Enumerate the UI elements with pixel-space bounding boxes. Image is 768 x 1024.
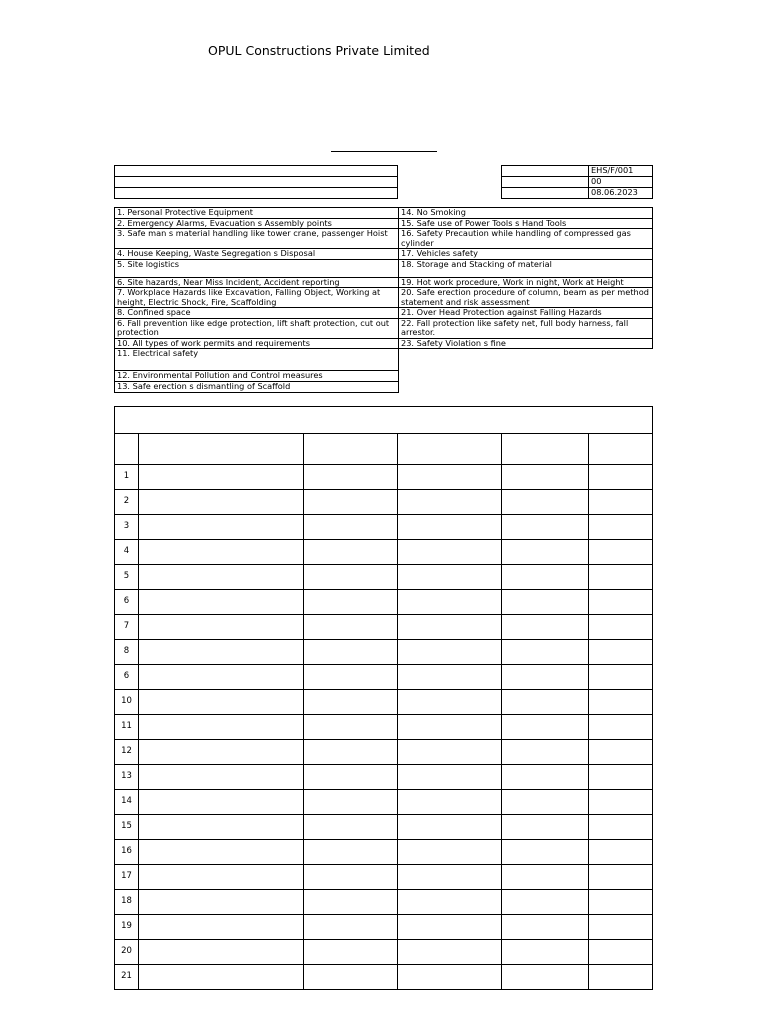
- attendance-cell: [589, 490, 653, 515]
- topic-item: 6. Fall prevention like edge protection, lift shaft protection, cut out protection: [115, 318, 399, 338]
- attendance-cell: [502, 690, 589, 715]
- topic-item: 16. Safety Precaution while handling of compressed gas cylinder: [399, 229, 653, 249]
- attendance-cell: [139, 790, 304, 815]
- attendance-cell: [398, 665, 502, 690]
- attendance-cell: [502, 665, 589, 690]
- attendance-cell: [139, 765, 304, 790]
- attendance-cell: [398, 465, 502, 490]
- topic-item: 10. All types of work permits and requirements: [115, 338, 399, 349]
- column-header-cell: [115, 434, 139, 465]
- attendance-cell: [139, 665, 304, 690]
- attendance-cell: [502, 915, 589, 940]
- attendance-cell: [502, 865, 589, 890]
- attendance-cell: [398, 640, 502, 665]
- topic-item: 6. Site hazards, Near Miss Incident, Accident reporting: [115, 277, 399, 288]
- attendance-cell: [398, 740, 502, 765]
- row-number: 6: [115, 665, 139, 690]
- topic-item: 4. House Keeping, Waste Segregation s Disposal: [115, 249, 399, 260]
- attendance-cell: [589, 515, 653, 540]
- attendance-cell: [398, 540, 502, 565]
- attendance-cell: [304, 515, 398, 540]
- header-info-cell: [115, 188, 398, 199]
- attendance-cell: [589, 815, 653, 840]
- attendance-row: [115, 915, 653, 940]
- attendance-cell: [398, 940, 502, 965]
- attendance-cell: [502, 465, 589, 490]
- attendance-row: [115, 515, 653, 540]
- topic-item: 8. Confined space: [115, 308, 399, 319]
- column-header-cell: [502, 434, 589, 465]
- attendance-cell: [398, 490, 502, 515]
- attendance-cell: [304, 890, 398, 915]
- attendance-cell: [502, 490, 589, 515]
- attendance-cell: [304, 540, 398, 565]
- row-number: 1: [115, 465, 139, 490]
- column-header-cell: [398, 434, 502, 465]
- attendance-cell: [139, 715, 304, 740]
- attendance-cell: [304, 565, 398, 590]
- attendance-cell: [398, 515, 502, 540]
- attendance-cell: [304, 740, 398, 765]
- attendance-row: [115, 890, 653, 915]
- topic-item: 2. Emergency Alarms, Evacuation s Assembly points: [115, 218, 399, 229]
- topic-item: 18. Storage and Stacking of material: [399, 259, 653, 277]
- attendance-cell: [398, 965, 502, 990]
- attendance-cell: [139, 690, 304, 715]
- topic-item: 7. Workplace Hazards like Excavation, Falling Object, Working at height, Electric Shock, Fire, Scaffolding: [115, 288, 399, 308]
- attendance-cell: [139, 815, 304, 840]
- attendance-cell: [502, 590, 589, 615]
- column-header-cell: [139, 434, 304, 465]
- attendance-cell: [304, 640, 398, 665]
- attendance-cell: [398, 615, 502, 640]
- topic-item: 15. Safe use of Power Tools s Hand Tools: [399, 218, 653, 229]
- attendance-row: [115, 490, 653, 515]
- attendance-cell: [502, 890, 589, 915]
- attendance-cell: [304, 965, 398, 990]
- doc-control-label: [502, 166, 589, 177]
- attendance-cell: [304, 865, 398, 890]
- attendance-cell: [139, 965, 304, 990]
- attendance-row: [115, 715, 653, 740]
- attendance-cell: [398, 840, 502, 865]
- attendance-cell: [398, 865, 502, 890]
- attendance-cell: [502, 515, 589, 540]
- attendance-cell: [589, 740, 653, 765]
- attendance-row: [115, 940, 653, 965]
- attendance-row: [115, 790, 653, 815]
- doc-revision: 00: [589, 177, 653, 188]
- attendance-row: [115, 615, 653, 640]
- attendance-cell: [139, 590, 304, 615]
- attendance-row: [115, 865, 653, 890]
- attendance-cell: [502, 815, 589, 840]
- attendance-cell: [398, 690, 502, 715]
- row-number: 5: [115, 565, 139, 590]
- attendance-cell: [502, 615, 589, 640]
- attendance-cell: [398, 590, 502, 615]
- attendance-cell: [589, 665, 653, 690]
- attendance-row: [115, 590, 653, 615]
- attendance-row: [115, 690, 653, 715]
- topic-empty-cell: [399, 349, 653, 371]
- attendance-cell: [304, 665, 398, 690]
- topic-item: 17. Vehicles safety: [399, 249, 653, 260]
- attendance-cell: [502, 740, 589, 765]
- topic-item: 12. Environmental Pollution and Control measures: [115, 371, 399, 382]
- topic-item: 3. Safe man s material handling like tower crane, passenger Hoist: [115, 229, 399, 249]
- doc-control-label: [502, 188, 589, 199]
- attendance-row: [115, 965, 653, 990]
- header-info-table: [114, 165, 398, 199]
- row-number: 18: [115, 890, 139, 915]
- attendance-row: [115, 665, 653, 690]
- row-number: 17: [115, 865, 139, 890]
- attendance-cell: [502, 565, 589, 590]
- row-number: 4: [115, 540, 139, 565]
- attendance-cell: [589, 840, 653, 865]
- row-number: 20: [115, 940, 139, 965]
- topic-item: 23. Safety Violation s fine: [399, 338, 653, 349]
- doc-control-label: [502, 177, 589, 188]
- doc-number: EHS/F/001: [589, 166, 653, 177]
- attendance-cell: [589, 465, 653, 490]
- attendance-cell: [502, 765, 589, 790]
- attendance-cell: [139, 540, 304, 565]
- attendance-cell: [589, 790, 653, 815]
- row-number: 19: [115, 915, 139, 940]
- attendance-row: [115, 840, 653, 865]
- column-header-cell: [304, 434, 398, 465]
- attendance-cell: [398, 890, 502, 915]
- attendance-cell: [589, 865, 653, 890]
- row-number: 7: [115, 615, 139, 640]
- attendance-cell: [304, 915, 398, 940]
- attendance-cell: [139, 890, 304, 915]
- attendance-cell: [139, 915, 304, 940]
- column-header-cell: [589, 434, 653, 465]
- attendance-cell: [139, 515, 304, 540]
- title-underline: [331, 151, 437, 152]
- row-number: 14: [115, 790, 139, 815]
- attendance-title-row: [115, 407, 653, 434]
- attendance-cell: [139, 465, 304, 490]
- topic-item: 19. Hot work procedure, Work in night, Work at Height: [399, 277, 653, 288]
- attendance-cell: [589, 690, 653, 715]
- attendance-cell: [139, 565, 304, 590]
- attendance-cell: [304, 690, 398, 715]
- topic-item: 20. Safe erection procedure of column, beam as per method statement and risk assessment: [399, 288, 653, 308]
- header-info-cell: [115, 166, 398, 177]
- topic-empty-cell: [399, 382, 653, 393]
- attendance-cell: [304, 940, 398, 965]
- attendance-cell: [589, 915, 653, 940]
- attendance-cell: [304, 715, 398, 740]
- attendance-cell: [139, 865, 304, 890]
- attendance-cell: [304, 615, 398, 640]
- topic-item: 14. No Smoking: [399, 208, 653, 219]
- attendance-cell: [398, 815, 502, 840]
- row-number: 2: [115, 490, 139, 515]
- attendance-cell: [589, 640, 653, 665]
- row-number: 6: [115, 590, 139, 615]
- attendance-cell: [139, 740, 304, 765]
- attendance-cell: [304, 790, 398, 815]
- attendance-cell: [502, 640, 589, 665]
- attendance-cell: [502, 840, 589, 865]
- attendance-cell: [589, 940, 653, 965]
- attendance-cell: [502, 790, 589, 815]
- attendance-cell: [139, 640, 304, 665]
- attendance-row: [115, 465, 653, 490]
- topic-item: 22. Fall protection like safety net, full body harness, fall arrestor.: [399, 318, 653, 338]
- row-number: 15: [115, 815, 139, 840]
- row-number: 3: [115, 515, 139, 540]
- row-number: 10: [115, 690, 139, 715]
- company-name: OPUL Constructions Private Limited: [208, 43, 430, 58]
- attendance-row: [115, 815, 653, 840]
- training-topics-table: [114, 207, 653, 393]
- attendance-cell: [589, 540, 653, 565]
- attendance-cell: [398, 790, 502, 815]
- row-number: 21: [115, 965, 139, 990]
- attendance-row: [115, 540, 653, 565]
- attendance-cell: [139, 615, 304, 640]
- attendance-cell: [589, 565, 653, 590]
- topic-empty-cell: [399, 371, 653, 382]
- doc-date: 08.06.2023: [589, 188, 653, 199]
- attendance-cell: [589, 615, 653, 640]
- attendance-table: [114, 406, 653, 990]
- attendance-row: [115, 740, 653, 765]
- row-number: 11: [115, 715, 139, 740]
- attendance-cell: [304, 490, 398, 515]
- header-info-cell: [115, 177, 398, 188]
- attendance-cell: [589, 590, 653, 615]
- attendance-cell: [398, 765, 502, 790]
- attendance-cell: [304, 465, 398, 490]
- attendance-cell: [139, 940, 304, 965]
- attendance-cell: [502, 965, 589, 990]
- attendance-cell: [502, 715, 589, 740]
- attendance-cell: [398, 915, 502, 940]
- attendance-cell: [139, 840, 304, 865]
- row-number: 13: [115, 765, 139, 790]
- attendance-row: [115, 765, 653, 790]
- attendance-row: [115, 640, 653, 665]
- attendance-cell: [398, 715, 502, 740]
- attendance-cell: [304, 590, 398, 615]
- attendance-cell: [589, 965, 653, 990]
- attendance-cell: [502, 540, 589, 565]
- attendance-cell: [139, 490, 304, 515]
- attendance-cell: [502, 940, 589, 965]
- topic-item: 5. Site logistics: [115, 259, 399, 277]
- topic-item: 1. Personal Protective Equipment: [115, 208, 399, 219]
- attendance-cell: [589, 715, 653, 740]
- topic-item: 11. Electrical safety: [115, 349, 399, 371]
- attendance-cell: [304, 765, 398, 790]
- doc-control-table: [501, 165, 653, 199]
- topic-item: 13. Safe erection s dismantling of Scaffold: [115, 382, 399, 393]
- row-number: 12: [115, 740, 139, 765]
- topic-item: 21. Over Head Protection against Falling Hazards: [399, 308, 653, 319]
- row-number: 8: [115, 640, 139, 665]
- attendance-cell: [304, 840, 398, 865]
- attendance-cell: [398, 565, 502, 590]
- attendance-cell: [304, 815, 398, 840]
- attendance-cell: [589, 890, 653, 915]
- attendance-row: [115, 565, 653, 590]
- attendance-cell: [589, 765, 653, 790]
- row-number: 16: [115, 840, 139, 865]
